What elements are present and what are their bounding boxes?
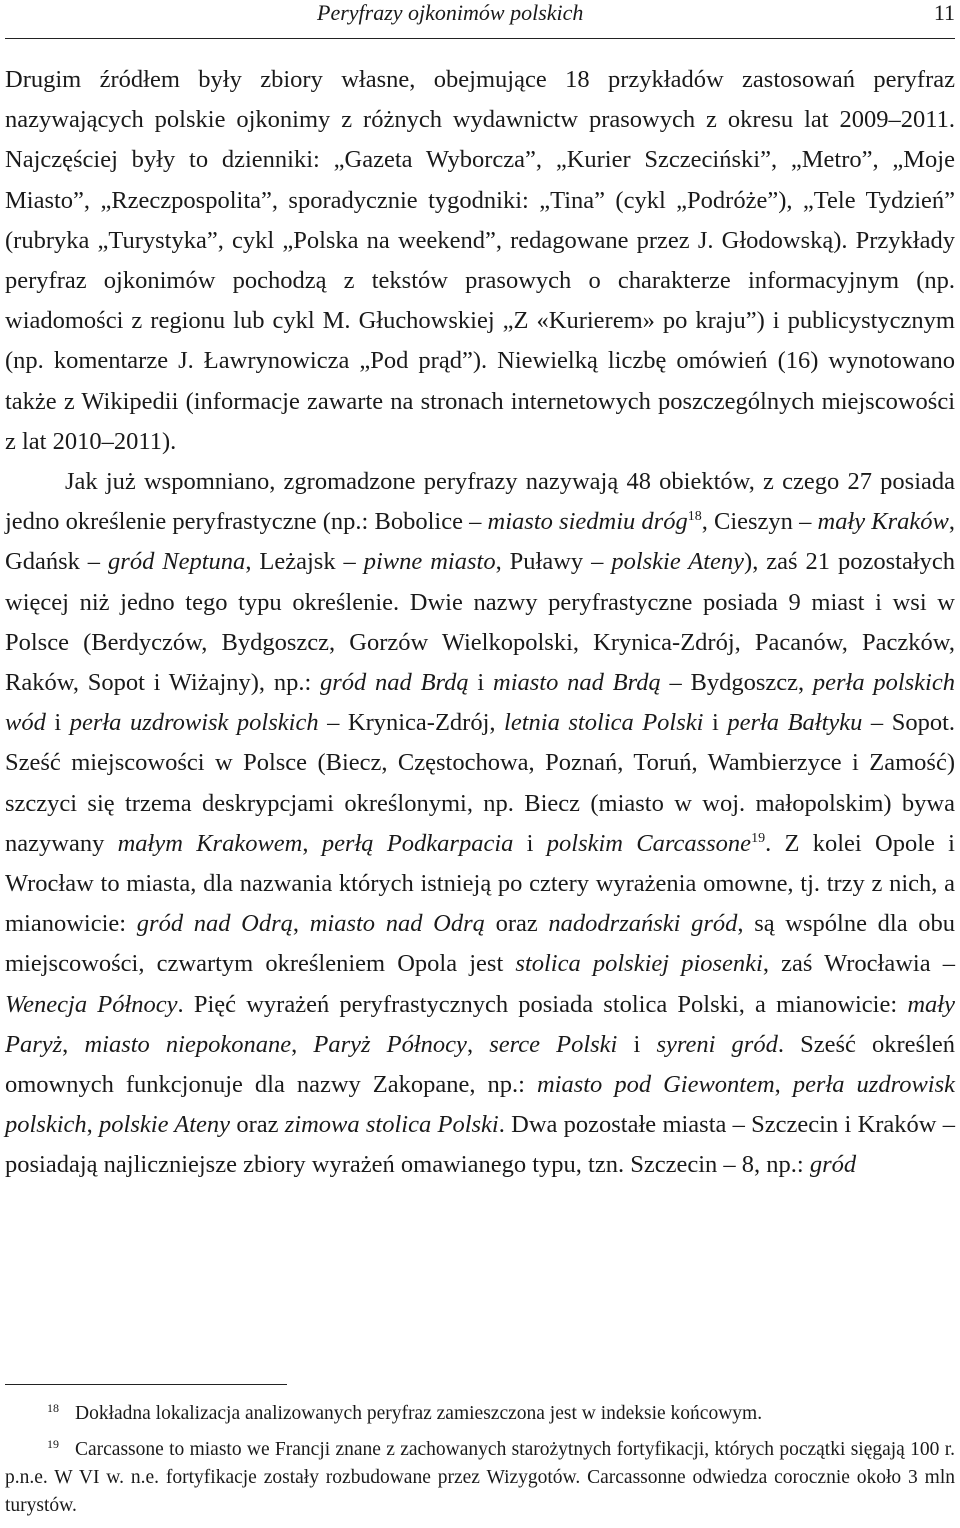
italic-phrase: gród Neptuna	[108, 548, 246, 576]
text-run: ,	[292, 910, 310, 938]
text-run: . Pięć wyrażeń peryfrastycznych posiada stolica Polski, a mianowicie:	[177, 990, 908, 1018]
text-run: i	[617, 1030, 657, 1058]
italic-phrase: miasto pod Giewontem	[536, 1071, 775, 1099]
italic-phrase: miasto nad Brdą	[493, 669, 661, 697]
italic-phrase: zimowa stolica Polski	[284, 1111, 499, 1139]
header-rule	[5, 38, 955, 39]
footnote-text: Dokładna lokalizacja analizowanych peryfraz zamieszczona jest w indeksie końcowym.	[75, 1403, 763, 1424]
text-run: i	[45, 709, 70, 737]
footnote-19	[5, 1436, 955, 1520]
footnote-number: 19	[47, 1437, 59, 1451]
italic-phrase: stolica polskiej piosenki	[515, 950, 763, 978]
italic-phrase: perła uzdrowisk polskich	[5, 1071, 956, 1139]
text-run: , Puławy –	[495, 548, 612, 576]
text-run: Jak już wspomniano, zgromadzone peryfrazy nazywają 48 obiektów, z czego 27 posiada jedno określenie peryfrastyczne (np.: Bobolice –	[5, 468, 955, 536]
italic-phrase: gród nad Odrą	[136, 910, 293, 938]
text-run: oraz	[484, 910, 549, 938]
text-run: i	[468, 669, 493, 697]
footnote-rule	[5, 1384, 287, 1385]
text-run: , zaś Wrocławia –	[762, 950, 955, 978]
text-run: i	[513, 829, 547, 857]
italic-phrase: nadodrzański gród	[548, 910, 738, 938]
text-run: – Bydgoszcz,	[660, 669, 813, 697]
italic-phrase: syreni gród	[656, 1030, 778, 1058]
footnotes	[5, 1400, 955, 1528]
running-head	[5, 0, 955, 30]
italic-phrase: polskim Carcassone	[546, 829, 752, 857]
italic-phrase: polskie Ateny	[611, 548, 745, 576]
italic-phrase: miasto niepokonane	[84, 1030, 292, 1058]
text-run: , są wspólne dla obu miejscowości, czwartym określeniem Opola jest	[5, 910, 956, 978]
italic-phrase: polskie Ateny	[99, 1111, 231, 1139]
text-run: ,	[774, 1071, 793, 1099]
italic-phrase: miasto nad Odrą	[309, 910, 485, 938]
text-run: . Z kolei Opole i Wrocław to miasta, dla nazwania których istnieją po cztery wyrażenia omowne, tj. trzy z nich, a mianowicie:	[5, 829, 955, 938]
page	[5, 0, 956, 1516]
italic-phrase: Wenecja Północy	[5, 990, 178, 1018]
text-run: ), zaś 21 pozostałych więcej niż jedno tego typu określenie. Dwie nazwy peryfrastyczne posiada 9 miast i wsi w Polsce (Berdyczów, Bydgoszcz, Gorzów Wielkopolski, Krynica-Zdrój, Pacanów, Paczków, Raków, Sopot i Wiżajny), np.:	[5, 548, 955, 697]
text-run: i	[703, 709, 728, 737]
footnote-text: Carcassone to miasto we Francji znane z zachowanych starożytnych fortyfikacji, których początki sięgają 100 r. p.n.e. W VI w. n.e. fortyfikacje zostały rozbudowane przez Wizygotów. Carcassonne odwiedza corocznie około 3 mln turystów.	[5, 1439, 955, 1516]
paragraph-2	[5, 462, 955, 1186]
text-run: , Cieszyn –	[701, 508, 818, 536]
text-run: oraz	[230, 1111, 285, 1139]
text-run: ,	[62, 1030, 85, 1058]
text-run: , Gdańsk –	[5, 508, 956, 576]
italic-phrase: perła uzdrowisk polskich	[69, 709, 319, 737]
footnote-18	[5, 1400, 955, 1428]
paragraph-1	[5, 60, 955, 462]
text-run: – Krynica-Zdrój,	[318, 709, 505, 737]
italic-phrase: mały Kraków	[817, 508, 949, 536]
text-run: ,	[86, 1111, 100, 1139]
text-run: ,	[291, 1030, 314, 1058]
text-run: . Dwa pozostałe miasta – Szczecin i Kraków – posiadają najliczniejsze zbiory wyrażeń omawianego typu, tzn. Szczecin – 8, np.:	[5, 1111, 955, 1179]
page-number: 11	[933, 0, 955, 25]
italic-phrase: miasto siedmiu dróg	[487, 508, 688, 536]
italic-phrase: perła Bałtyku	[727, 709, 863, 737]
footnote-number: 18	[47, 1401, 59, 1415]
italic-phrase: serce Polski	[489, 1030, 618, 1058]
text-run: . Sześć określeń omownych funkcjonuje dla nazwy Zakopane, np.:	[5, 1030, 956, 1099]
italic-phrase: mały Paryż	[5, 990, 955, 1058]
italic-phrase: gród nad Brdą	[320, 669, 469, 697]
text-run: , Leżajsk –	[245, 548, 364, 576]
italic-phrase: letnia stolica Polski	[504, 709, 704, 737]
text-run: ,	[466, 1030, 490, 1058]
italic-phrase: małym Krakowem	[117, 829, 303, 857]
text-run: ,	[302, 829, 322, 857]
footnote-ref: 18	[687, 509, 702, 525]
italic-phrase: perłą Podkarpacia	[321, 829, 514, 857]
body-text	[5, 60, 955, 1186]
text-run: Drugim źródłem były zbiory własne, obejmujące 18 przykładów zastosowań peryfraz nazywających polskie ojkonimy z różnych wydawnictw prasowych z okresu lat 2009–2011. Najczęściej były to dzienniki: „Gazeta Wyborcza”, „Kurier Szczeciński”, „Metro”, „Moje Miasto”, „Rzeczpospolita”, sporadycznie tygodniki: „Tina” (cykl „Podróże”), „Tele Tydzień” (rubryka „Turystyka”, cykl „Polska na weekend”, redagowane przez J. Głodowską). Przykłady peryfraz ojkonimów pochodzą z tekstów prasowych o charakterze informacyjnym (np. wiadomości z regionu lub cykl M. Głuchowskiej „Z «Kurierem» po kraju”) i publicystycznym (np. komentarze J. Ławrynowicza „Pod prąd”). Niewielką liczbę omówień (16) wynotowano także z Wikipedii (informacje zawarte na stronach internetowych poszczególnych miejscowości z lat 2010–2011).	[5, 66, 955, 455]
italic-phrase: piwne miasto	[363, 548, 496, 576]
text-run: – Sopot. Sześć miejscowości w Polsce (Biecz, Częstochowa, Poznań, Toruń, Wambierzyce i Zamość) szczyci się trzema deskrypcjami określonymi, np. Biecz (miasto w woj. małopolskim) bywa nazywany	[5, 709, 956, 857]
italic-phrase: gród	[809, 1151, 857, 1179]
footnote-ref: 19	[751, 830, 766, 846]
italic-phrase: Paryż Północy	[313, 1030, 467, 1058]
running-head-title: Peryfrazy ojkonimów polskich	[317, 0, 584, 25]
italic-phrase: perła polskich wód	[5, 669, 955, 737]
